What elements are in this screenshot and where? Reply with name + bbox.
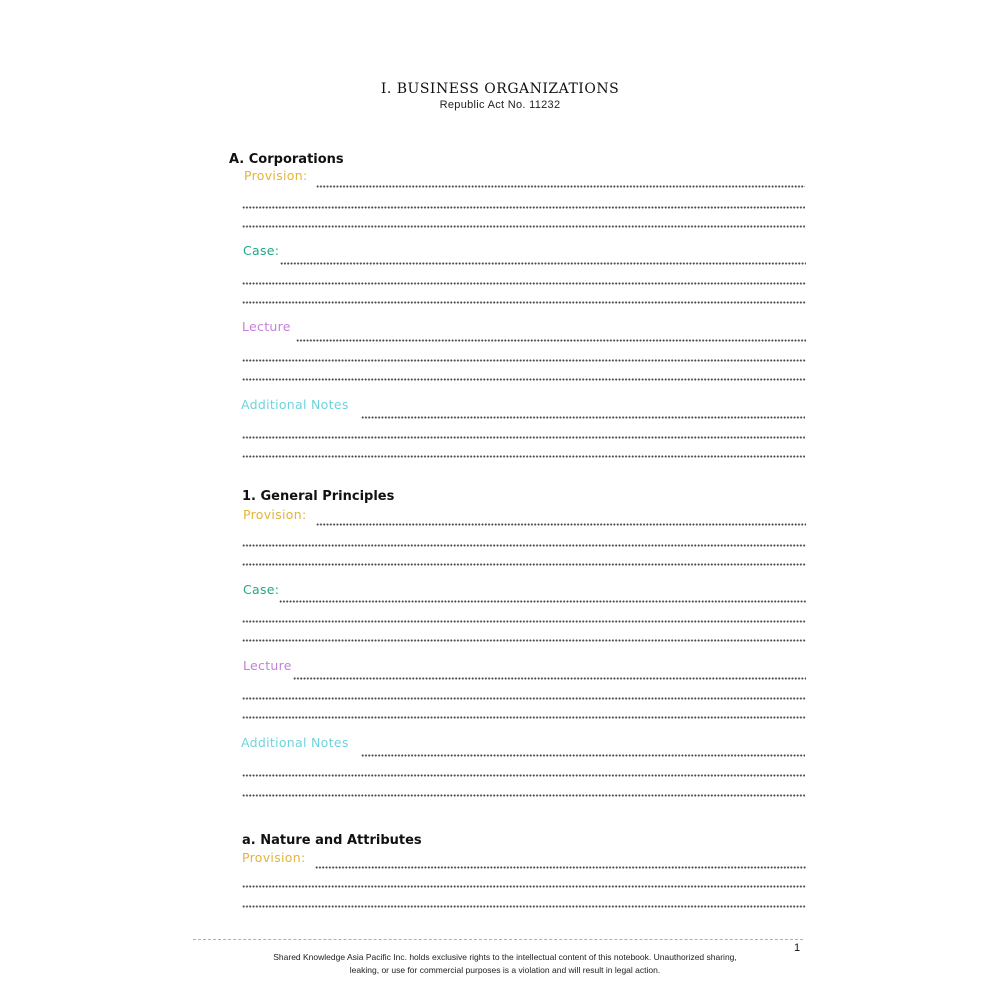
writing-line[interactable] — [242, 885, 806, 888]
writing-line[interactable] — [242, 774, 805, 777]
provision-label: Provision: — [242, 850, 306, 865]
page-number: 1 — [794, 942, 801, 954]
writing-line[interactable] — [293, 677, 806, 680]
provision-label: Provision: — [243, 507, 307, 522]
writing-line[interactable] — [316, 523, 806, 526]
writing-line[interactable] — [242, 544, 806, 547]
writing-line[interactable] — [242, 206, 805, 209]
writing-line[interactable] — [242, 282, 806, 285]
writing-line[interactable] — [242, 716, 806, 719]
writing-line[interactable] — [242, 359, 806, 362]
page-header — [0, 80, 1000, 112]
writing-line[interactable] — [242, 697, 806, 700]
writing-line[interactable] — [279, 600, 806, 603]
writing-line[interactable] — [296, 339, 806, 342]
writing-line[interactable] — [242, 563, 806, 566]
copyright-line-1: Shared Knowledge Asia Pacific Inc. holds exclusive rights to the intellectual content of this notebook. Unauthorized sharing, — [273, 952, 737, 962]
footer-divider — [193, 939, 803, 940]
writing-line[interactable] — [242, 905, 806, 908]
additional-notes-label: Additional Notes — [241, 397, 349, 412]
section-heading-general-principles: 1. General Principles — [242, 489, 395, 504]
writing-line[interactable] — [242, 225, 805, 228]
writing-line[interactable] — [242, 378, 806, 381]
case-label: Case: — [243, 243, 280, 258]
writing-line[interactable] — [242, 301, 806, 304]
copyright-line-2: leaking, or use for commercial purposes is a violation and will result in legal action. — [349, 965, 661, 975]
writing-line[interactable] — [242, 794, 805, 797]
writing-line[interactable] — [315, 866, 806, 869]
writing-line[interactable] — [242, 436, 805, 439]
writing-line[interactable] — [280, 262, 806, 265]
page-title: I. BUSINESS ORGANIZATIONS — [380, 81, 620, 97]
page-subtitle: Republic Act No. 11232 — [439, 99, 561, 111]
writing-line[interactable] — [361, 754, 805, 757]
section-heading-corporations: A. Corporations — [229, 152, 344, 167]
writing-line[interactable] — [361, 416, 805, 419]
writing-line[interactable] — [242, 455, 805, 458]
section-heading-nature-and-attributes: a. Nature and Attributes — [242, 833, 422, 848]
lecture-label: Lecture — [242, 319, 291, 334]
writing-line[interactable] — [242, 639, 806, 642]
additional-notes-label: Additional Notes — [241, 735, 349, 750]
writing-line[interactable] — [242, 620, 806, 623]
case-label: Case: — [243, 582, 280, 597]
copyright-notice — [200, 951, 810, 977]
writing-line[interactable] — [316, 185, 805, 188]
lecture-label: Lecture — [243, 658, 292, 673]
provision-label: Provision: — [244, 168, 308, 183]
